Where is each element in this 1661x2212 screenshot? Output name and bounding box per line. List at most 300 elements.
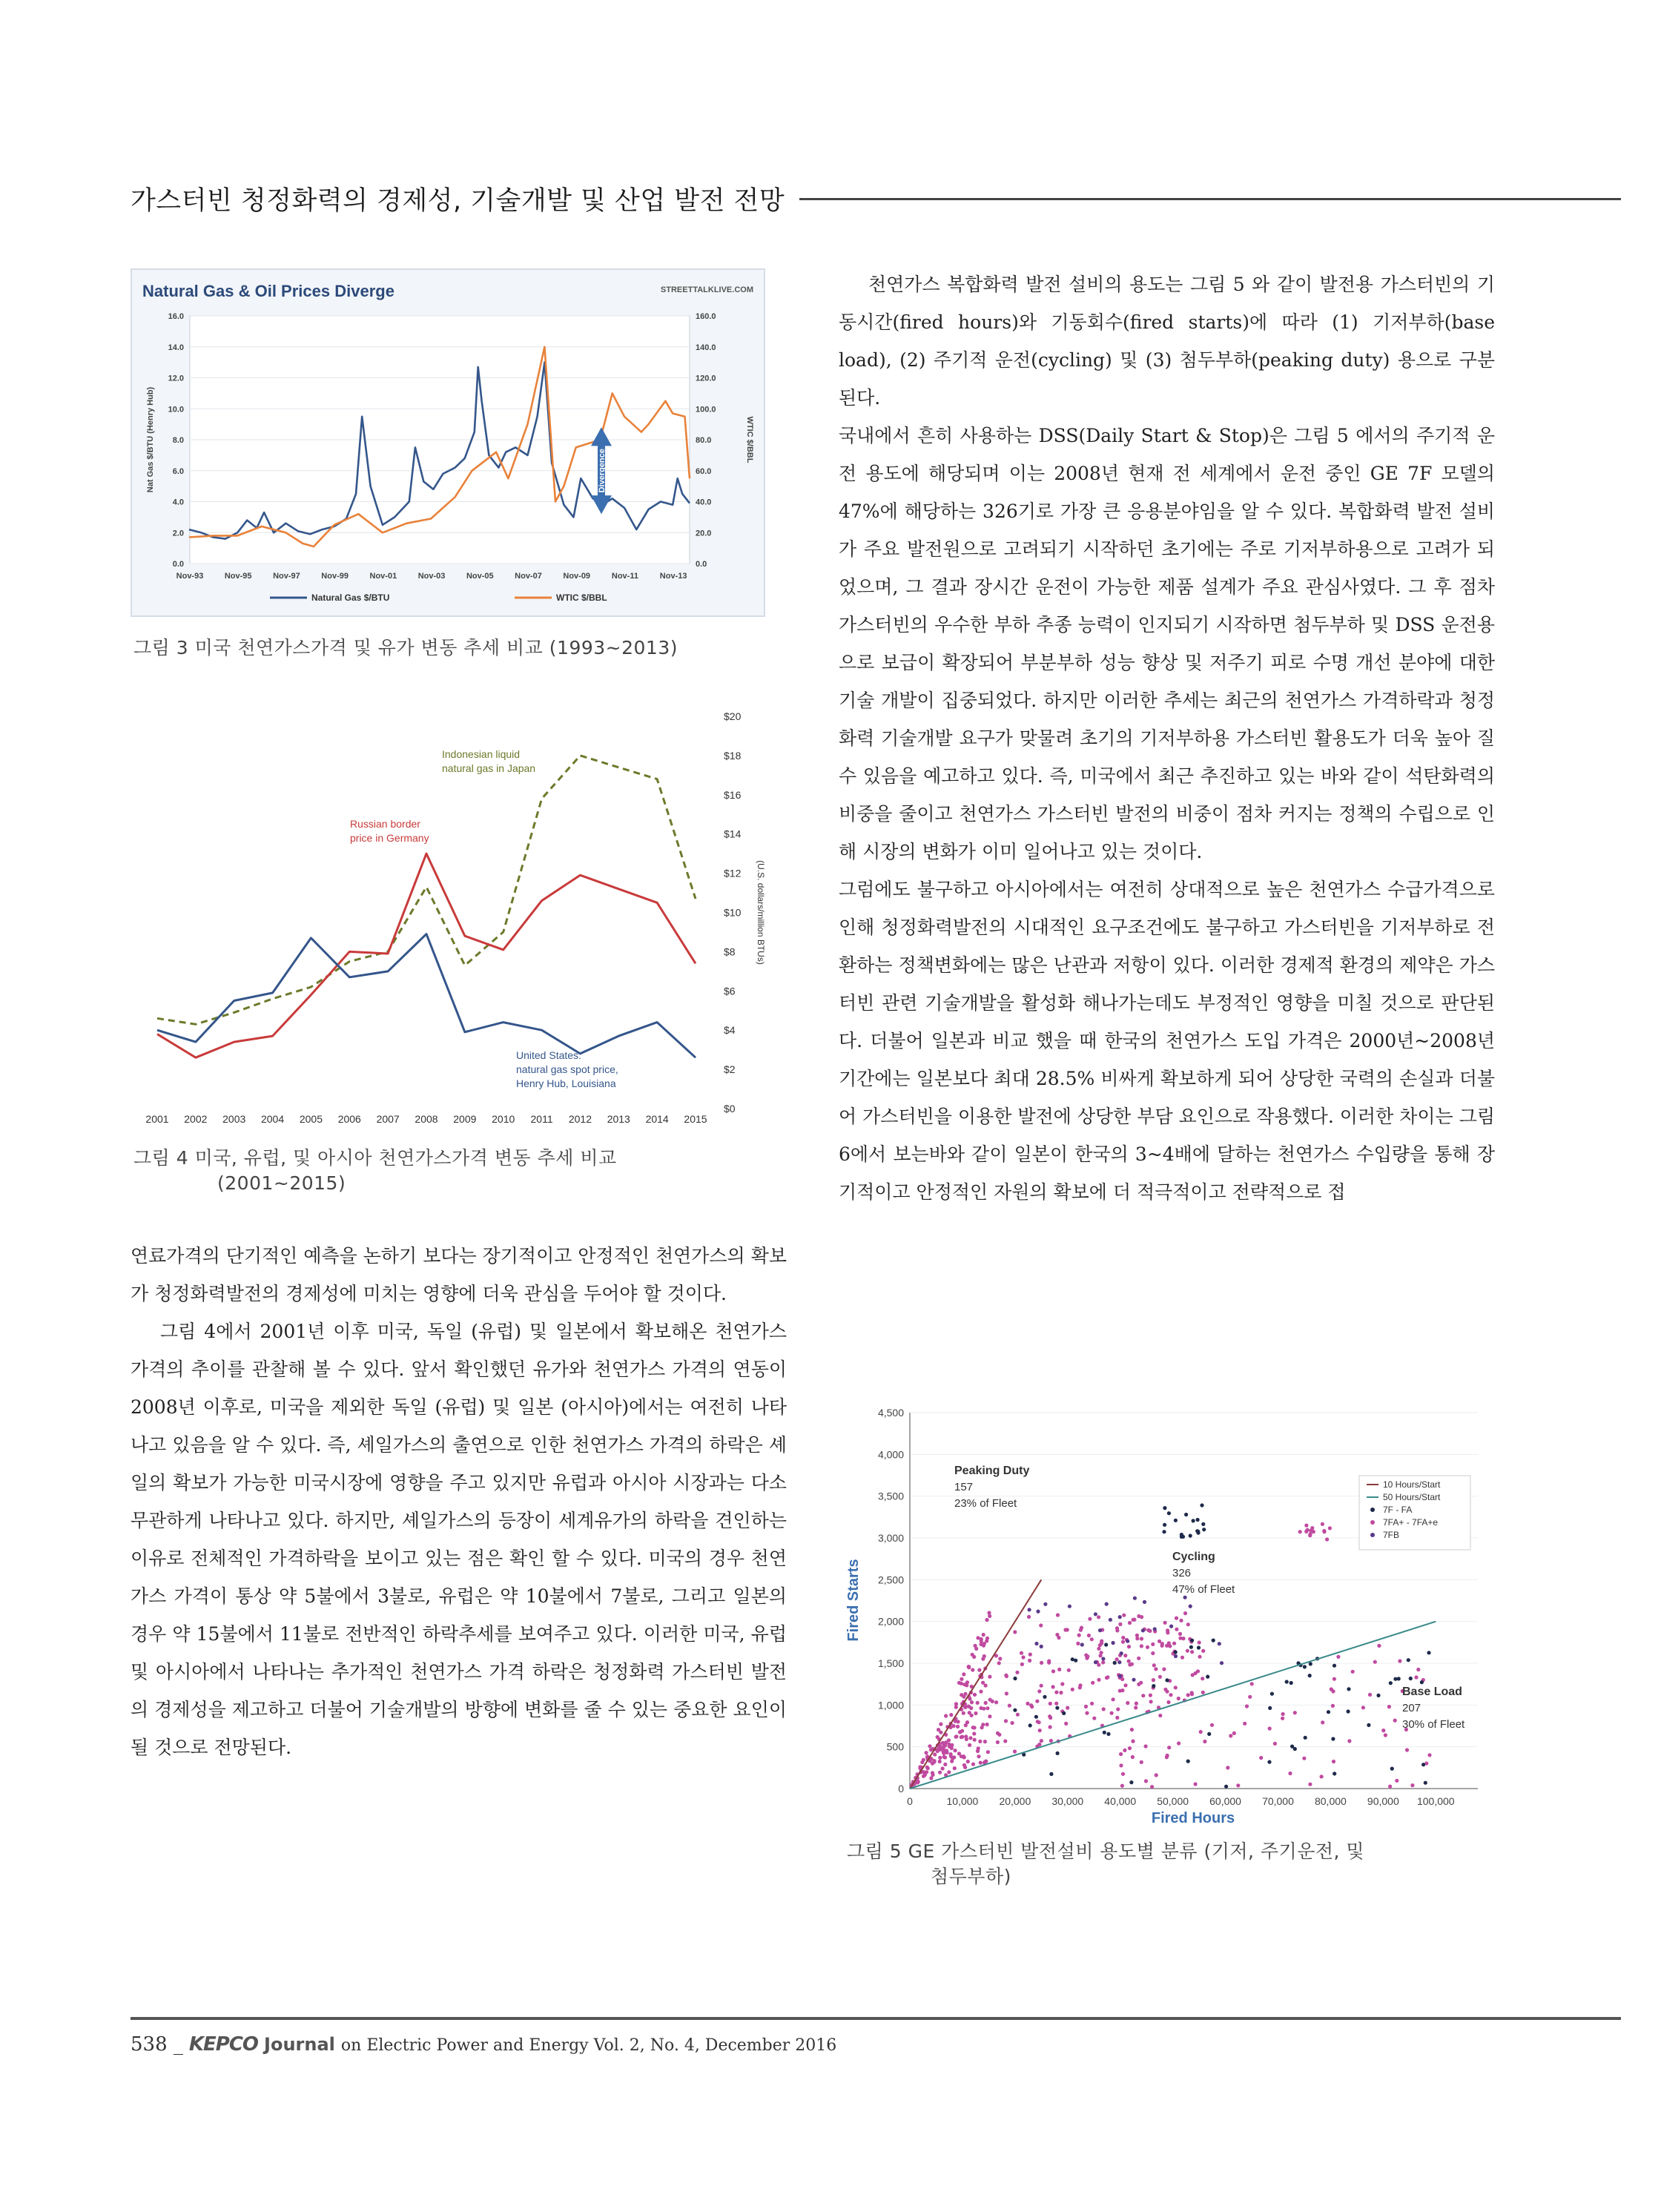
x-tick: 2007 (376, 1113, 400, 1125)
scatter-point (1049, 1739, 1053, 1743)
scatter-point (1304, 1736, 1307, 1740)
legend-label: Natural Gas $/BTU (311, 592, 390, 603)
scatter-point (1149, 1700, 1153, 1703)
x-tick: 60,000 (1209, 1795, 1241, 1807)
scatter-point (1123, 1749, 1126, 1752)
scatter-point (1117, 1660, 1121, 1664)
scatter-point (1074, 1659, 1077, 1663)
scatter-point (1051, 1669, 1055, 1673)
group-title: Base Load (1402, 1686, 1462, 1698)
x-tick: Nov-01 (369, 572, 397, 581)
scatter-point (1312, 1530, 1315, 1533)
scatter-point (1186, 1760, 1190, 1763)
scatter-point (1229, 1734, 1232, 1737)
scatter-point (1094, 1612, 1097, 1616)
scatter-point (1043, 1695, 1046, 1699)
x-tick: Nov-09 (563, 572, 591, 581)
scatter-point (1132, 1618, 1135, 1622)
scatter-point (1405, 1748, 1409, 1752)
scatter-point (1026, 1702, 1029, 1706)
y-tick-left: 8.0 (172, 436, 184, 445)
scatter-point (1174, 1519, 1178, 1522)
scatter-point (968, 1711, 971, 1714)
x-tick: 2009 (453, 1113, 477, 1125)
scatter-point (1057, 1668, 1061, 1671)
scatter-point (1120, 1784, 1124, 1788)
scatter-point (1330, 1687, 1333, 1691)
scatter-point (1130, 1728, 1134, 1731)
scatter-point (1098, 1628, 1102, 1632)
x-tick: 2013 (607, 1113, 630, 1125)
scatter-point (1064, 1722, 1068, 1726)
scatter-point (1163, 1621, 1167, 1625)
scatter-point (1101, 1657, 1105, 1660)
scatter-point (1115, 1657, 1119, 1661)
x-tick: 2004 (260, 1113, 285, 1125)
scatter-point (1092, 1717, 1096, 1720)
paragraph: 연료가격의 단기적인 예측을 논하기 보다는 장기적이고 안정적인 천연가스의 확보가 청정화력발전의 경제성에 미치는 영향에 더욱 관심을 두어야 할 것이다. (131, 1245, 787, 1304)
x-tick: 2014 (645, 1113, 669, 1125)
scatter-point (1184, 1513, 1188, 1516)
scatter-point (1393, 1719, 1397, 1723)
scatter-point (1141, 1694, 1145, 1697)
scatter-point (943, 1763, 947, 1766)
scatter-point (970, 1700, 974, 1704)
legend-label: 7FA+ - 7FA+e (1383, 1517, 1439, 1528)
scatter-point (994, 1700, 998, 1704)
scatter-point (1137, 1683, 1140, 1686)
scatter-point (1200, 1503, 1203, 1507)
y-tick: 1,500 (877, 1657, 904, 1669)
scatter-point (1079, 1628, 1083, 1632)
scatter-point (1141, 1628, 1145, 1632)
paragraph: 그럼에도 불구하고 아시아에서는 여전히 상대적으로 높은 천연가스 수급가격으로 인해 청정화력발전의 시대적인 요구조건에도 불구하고 가스터빈을 기저부하로 전환하는 정책변화에는 많은 난관과 저항이 있다. 이러한 경제적 환경의 제약은 가스터빈 관련 기술개발을 활성화 해나가는데도 부정적인 영향을 미칠 것으로 판단된다. 더불어 일본과 비교 했을 때 한국의 천연가스 도입 가격은 2000년~2008년 기간에는 일본보다 최대 28.5% 비싸게 확보하게 되어 상당한 국력의 손실과 더불어 가스터빈을 이용한 발전에 상당한 부담 요인으로 작용했다. 이러한 차이는 그림 6에서 보는바와 같이 일본이 한국의 3~4배에 달하는 천연가스 수입량을 통해 장기적이고 안정적인 자원의 확보에 더 적극적이고 전략적으로 접 (839, 879, 1495, 1203)
series-label: natural gas in Japan (442, 762, 536, 774)
scatter-point (971, 1668, 974, 1671)
scatter-point (938, 1756, 942, 1760)
figure-4-caption (133, 1146, 786, 1196)
scatter-point (976, 1749, 980, 1753)
scatter-point (1186, 1622, 1190, 1626)
scatter-point (1169, 1625, 1173, 1628)
scatter-point (1015, 1671, 1019, 1674)
scatter-point (1135, 1634, 1139, 1637)
scatter-point (1377, 1644, 1381, 1648)
y-tick-left: 6.0 (172, 466, 184, 476)
scatter-point (1035, 1700, 1039, 1703)
scatter-point (960, 1677, 963, 1681)
scatter-point (1268, 1706, 1272, 1710)
scatter-point (1165, 1644, 1169, 1648)
group-count: 207 (1402, 1702, 1421, 1714)
scatter-point (1347, 1739, 1351, 1743)
x-tick: 2011 (530, 1113, 553, 1125)
y-tick: $10 (724, 906, 742, 919)
scatter-point (1133, 1597, 1137, 1600)
scatter-point (1347, 1687, 1350, 1691)
y-tick: $6 (724, 985, 736, 997)
scatter-point (1027, 1615, 1031, 1619)
scatter-point (962, 1754, 965, 1758)
scatter-point (968, 1697, 971, 1700)
scatter-point (1127, 1645, 1131, 1648)
scatter-point (1321, 1522, 1324, 1526)
scatter-point (939, 1723, 942, 1726)
scatter-point (1137, 1657, 1140, 1660)
scatter-point (1189, 1645, 1193, 1649)
scatter-point (1003, 1739, 1007, 1743)
scatter-point (944, 1714, 948, 1717)
scatter-point (1206, 1675, 1209, 1679)
x-tick: 2010 (492, 1113, 515, 1125)
scatter-point (942, 1744, 946, 1748)
scatter-point (1243, 1722, 1246, 1726)
scatter-point (1038, 1729, 1042, 1732)
scatter-point (977, 1668, 981, 1672)
y-tick-left: 12.0 (168, 374, 184, 383)
y-tick-right: 160.0 (696, 312, 716, 321)
scatter-point (1120, 1651, 1123, 1655)
x-tick: 0 (907, 1795, 913, 1807)
scatter-point (1105, 1676, 1109, 1680)
scatter-point (988, 1614, 991, 1618)
scatter-point (1163, 1523, 1166, 1527)
scatter-point (1055, 1633, 1059, 1637)
scatter-point (1011, 1721, 1014, 1725)
scatter-point (1154, 1667, 1158, 1671)
scatter-point (1407, 1658, 1410, 1662)
scatter-point (938, 1771, 942, 1774)
scatter-point (947, 1770, 951, 1774)
scatter-point (1373, 1660, 1377, 1664)
scatter-point (1153, 1627, 1157, 1631)
scatter-point (1013, 1677, 1017, 1680)
scatter-point (1004, 1719, 1008, 1723)
scatter-point (962, 1763, 966, 1767)
x-tick: 30,000 (1051, 1795, 1084, 1807)
scatter-point (1040, 1645, 1043, 1648)
footer-rule (131, 2017, 1621, 2020)
scatter-point (967, 1665, 971, 1668)
scatter-point (1179, 1619, 1183, 1622)
scatter-point (1084, 1705, 1088, 1708)
scatter-point (1146, 1645, 1149, 1649)
x-tick: 10,000 (946, 1795, 979, 1807)
scatter-point (1367, 1723, 1370, 1727)
scatter-point (1351, 1670, 1355, 1674)
scatter-point (1060, 1682, 1064, 1686)
scatter-point (1181, 1637, 1185, 1640)
scatter-point (1085, 1711, 1089, 1715)
scatter-point (960, 1693, 963, 1697)
x-tick: 40,000 (1104, 1795, 1137, 1807)
scatter-point (978, 1740, 982, 1743)
scatter-point (971, 1653, 974, 1657)
scatter-point (998, 1657, 1002, 1660)
scatter-point (956, 1725, 960, 1729)
scatter-point (1034, 1642, 1038, 1645)
paragraph: 국내에서 흔히 사용하는 DSS(Daily Start & Stop)은 그림 5 에서의 주기적 운전 용도에 해당되며 이는 2008년 현재 전 세계에서 운전 중인 GE 7F 모델의 47%에 해당하는 326기로 가장 큰 응용분야임을 알 수 있다. 복합화력 발전 설비가 주요 발전원으로 고려되기 시작하던 초기에는 주로 기저부하용으로 고려가 되었으며, 그 결과 장시간 운전이 가능한 제품 설계가 주요 관심사였다. 그 후 점차 가스터빈의 우수한 부하 추종 능력이 인지되기 시작하면 첨두부하 및 DSS 운전용으로 보급이 확장되어 부분부하 성능 향상 및 저주기 피로 수명 개선 분야에 대한 기술 개발이 집중되었다. 하지만 이러한 추세는 최근의 천연가스 가격하락과 청정화력 기술개발 요구가 맞물려 초기의 기저부하용 가스터빈 활용도가 더욱 높아 질 수 있음을 예고하고 있다. 즉, 미국에서 최근 추진하고 있는 바와 같이 석탄화력의 비중을 줄이고 천연가스 가스터빈 발전의 비중이 점차 커지는 정책의 수립으로 인해 시장의 변화가 이미 일어나고 있는 것이다. (839, 425, 1495, 862)
scatter-point (1130, 1663, 1134, 1666)
scatter-point (1427, 1651, 1430, 1654)
scatter-point (1028, 1659, 1031, 1663)
scatter-point (1183, 1596, 1187, 1599)
group-share: 47% of Fleet (1172, 1583, 1235, 1596)
scatter-point (1118, 1622, 1122, 1626)
y-tick: 2,000 (877, 1615, 904, 1628)
scatter-point (1020, 1651, 1023, 1655)
scatter-point (1132, 1678, 1135, 1682)
scatter-point (996, 1731, 1000, 1735)
scatter-point (1036, 1610, 1040, 1614)
series-label: Henry Hub, Louisiana (516, 1077, 616, 1089)
page-number: 538 _ (131, 2033, 183, 2056)
scatter-point (926, 1766, 930, 1770)
scatter-point (1126, 1701, 1129, 1705)
scatter-point (1194, 1782, 1198, 1786)
scatter-point (980, 1726, 984, 1729)
scatter-point (1126, 1640, 1129, 1643)
scatter-point (1322, 1529, 1326, 1533)
scatter-point (1397, 1677, 1401, 1680)
scatter-point (941, 1766, 945, 1770)
scatter-point (1308, 1674, 1312, 1677)
scatter-point (1090, 1637, 1094, 1641)
scatter-point (1232, 1731, 1236, 1735)
series-label: Indonesian liquid (442, 748, 521, 760)
legend-label: 50 Hours/Start (1383, 1492, 1441, 1502)
scatter-point (1056, 1613, 1060, 1617)
scatter-point (1267, 1760, 1271, 1764)
scatter-point (1325, 1537, 1329, 1541)
scatter-point (1361, 1706, 1365, 1709)
group-count: 157 (954, 1481, 974, 1493)
scatter-point (1201, 1691, 1205, 1694)
scatter-point (1049, 1702, 1052, 1706)
scatter-point (1098, 1643, 1102, 1647)
scatter-point (1169, 1693, 1172, 1697)
scatter-point (1158, 1675, 1162, 1679)
scatter-point (1078, 1683, 1082, 1687)
scatter-point (1067, 1668, 1071, 1672)
scatter-point (1040, 1684, 1043, 1688)
scatter-point (1049, 1772, 1053, 1776)
scatter-point (1177, 1697, 1180, 1700)
scatter-point (1048, 1714, 1051, 1718)
x-tick: Nov-13 (659, 572, 687, 581)
scatter-point (1123, 1683, 1127, 1687)
y-tick: $16 (724, 788, 742, 801)
scatter-point (1110, 1711, 1114, 1715)
scatter-point (937, 1728, 940, 1731)
scatter-point (1333, 1677, 1336, 1681)
scatter-point (1285, 1680, 1289, 1683)
scatter-point (953, 1766, 957, 1770)
scatter-point (1028, 1653, 1032, 1657)
scatter-point (1137, 1614, 1140, 1618)
scatter-point (1302, 1757, 1306, 1760)
y-tick: $18 (724, 749, 742, 762)
scatter-point (1109, 1618, 1112, 1622)
scatter-point (962, 1711, 965, 1715)
scatter-point (1128, 1621, 1132, 1625)
scatter-point (951, 1757, 954, 1760)
left-column-text (131, 1237, 787, 1766)
scatter-point (1333, 1772, 1336, 1775)
scatter-point (1273, 1742, 1277, 1746)
y-tick-left: 16.0 (168, 312, 184, 321)
scatter-point (1100, 1640, 1103, 1643)
scatter-point (1129, 1780, 1133, 1784)
scatter-point (1332, 1760, 1335, 1763)
scatter-point (971, 1726, 975, 1729)
scatter-point (1198, 1640, 1201, 1644)
scatter-point (968, 1736, 972, 1740)
x-tick: Nov-05 (466, 572, 494, 581)
scatter-point (1207, 1732, 1211, 1736)
scatter-point (997, 1661, 1001, 1665)
x-tick: 2005 (299, 1113, 323, 1125)
scatter-point (1020, 1663, 1024, 1666)
scatter-point (1144, 1779, 1148, 1783)
scatter-point (1028, 1608, 1031, 1611)
scatter-point (973, 1693, 977, 1697)
scatter-point (1218, 1642, 1221, 1645)
y-tick-left: 4.0 (172, 498, 184, 507)
scatter-point (1421, 1763, 1425, 1766)
series-label: natural gas spot price, (516, 1063, 618, 1075)
scatter-point (964, 1734, 968, 1738)
scatter-point (1087, 1634, 1091, 1637)
scatter-point (925, 1751, 928, 1754)
scatter-point (1088, 1617, 1092, 1621)
scatter-point (1144, 1744, 1148, 1748)
scatter-point (988, 1675, 991, 1679)
scatter-point (1327, 1710, 1330, 1714)
figure-4-caption-line1: 그림 4 미국, 유럽, 및 아시아 천연가스가격 변동 추세 비교 (133, 1147, 617, 1169)
scatter-point (933, 1752, 937, 1756)
scatter-point (1112, 1697, 1115, 1701)
scatter-point (969, 1706, 973, 1710)
journal-label: Journal (264, 2034, 335, 2055)
y-tick-right: 100.0 (696, 405, 716, 415)
figure-3-chart (132, 270, 764, 615)
scatter-point (1008, 1704, 1011, 1708)
scatter-point (984, 1683, 988, 1687)
scatter-point (1152, 1663, 1156, 1667)
scatter-point (1180, 1656, 1184, 1660)
y-axis-label-left: Nat Gas $/BTU (Henry Hub) (146, 386, 155, 493)
scatter-point (1203, 1740, 1206, 1743)
scatter-point (954, 1735, 958, 1739)
scatter-point (1097, 1615, 1100, 1619)
scatter-point (1250, 1682, 1254, 1686)
scatter-point (1155, 1773, 1158, 1777)
scatter-point (1331, 1704, 1335, 1708)
figure-3-caption: 그림 3 미국 천연가스가격 및 유가 변동 추세 비교 (1993~2013) (133, 637, 678, 658)
scatter-point (973, 1738, 977, 1742)
scatter-point (1389, 1681, 1393, 1685)
scatter-point (977, 1754, 980, 1758)
scatter-point (1376, 1694, 1380, 1697)
scatter-point (1177, 1741, 1180, 1745)
scatter-point (1166, 1754, 1169, 1757)
scatter-point (1201, 1677, 1204, 1680)
header-rule (799, 198, 1621, 200)
scatter-point (1166, 1628, 1169, 1632)
scatter-point (1071, 1688, 1074, 1691)
scatter-point (1152, 1684, 1155, 1688)
y-tick-left: 14.0 (168, 343, 184, 352)
y-tick: 0 (898, 1783, 904, 1795)
scatter-point (1119, 1752, 1123, 1756)
scatter-point (1268, 1726, 1272, 1730)
scatter-point (1013, 1630, 1017, 1634)
scatter-point (1086, 1655, 1089, 1659)
scatter-point (985, 1639, 988, 1643)
x-tick: Nov-99 (321, 572, 349, 581)
scatter-point (1120, 1677, 1124, 1681)
scatter-point (1140, 1760, 1143, 1764)
paragraph: 그림 4에서 2001년 이후 미국, 독일 (유럽) 및 일본에서 확보해온 천연가스 가격의 추이를 관찰해 볼 수 있다. 앞서 확인했던 유가와 천연가스 가격의 연동이 2008년 이후로, 미국을 제외한 독일 (유럽) 및 일본 (아시아)에서는 여전히 나타나고 있음을 알 수 있다. 즉, 셰일가스의 출연으로 인한 천연가스 가격의 하락은 셰일의 확보가 가능한 미국시장에 영향을 주고 있지만 유럽과 아시아 시장과는 다소 무관하게 나타나고 있다. 하지만, 셰일가스의 등장이 세계유가의 하락을 견인하는 이유로 전체적인 가격하락을 보이고 있는 점은 확인 할 수 있다. 미국의 경우 천연가스 가격이 통상 약 5불에서 3불로, 유럽은 약 10불에서 7불로, 그리고 일본의 경우 약 15불에서 11불로 전반적인 하락추세를 보여주고 있다. 이러한 미국, 유럽 및 아시아에서 나타나는 추가적인 천연가스 가격 하락은 청정화력 가스터빈 발전의 경제성을 제고하고 더불어 기술개발의 방향에 변화를 줄 수 있는 중요한 요인이 될 것으로 전망된다. (131, 1321, 787, 1758)
scatter-point (1121, 1772, 1125, 1776)
series-us-henry-hub (157, 934, 696, 1058)
scatter-point (1122, 1614, 1126, 1617)
scatter-point (1236, 1783, 1240, 1787)
scatter-point (1013, 1708, 1017, 1712)
scatter-point (1248, 1695, 1252, 1699)
scatter-point (1134, 1706, 1137, 1709)
legend-swatch (1370, 1520, 1375, 1525)
scatter-point (1148, 1629, 1152, 1633)
scatter-point (1039, 1623, 1043, 1627)
y-tick: 1,000 (877, 1699, 904, 1711)
scatter-point (1118, 1615, 1122, 1619)
x-tick: 90,000 (1367, 1795, 1399, 1807)
x-tick: 2006 (337, 1113, 361, 1125)
y-tick: $14 (724, 828, 742, 840)
y-tick: 4,000 (877, 1448, 904, 1461)
scatter-point (976, 1636, 980, 1640)
scatter-point (1121, 1640, 1125, 1644)
y-tick-right: 140.0 (696, 343, 716, 352)
scatter-point (1127, 1660, 1131, 1663)
scatter-point (1034, 1715, 1038, 1719)
scatter-point (966, 1760, 970, 1763)
scatter-point (1158, 1714, 1162, 1717)
legend-label: 10 Hours/Start (1383, 1479, 1441, 1490)
scatter-point (1212, 1639, 1215, 1643)
scatter-point (1424, 1781, 1427, 1785)
scatter-point (1410, 1783, 1414, 1787)
scatter-point (1196, 1518, 1200, 1522)
group-count: 326 (1172, 1567, 1192, 1579)
scatter-point (1116, 1707, 1120, 1711)
scatter-point (1398, 1659, 1401, 1663)
scatter-point (922, 1758, 925, 1762)
series-label: United States: (516, 1049, 581, 1061)
scatter-point (1416, 1668, 1420, 1671)
y-axis-label: Fired Starts (845, 1559, 862, 1642)
scatter-point (968, 1743, 971, 1747)
legend-label: WTIC $/BBL (556, 592, 607, 603)
scatter-point (1199, 1730, 1203, 1734)
scatter-point (965, 1680, 969, 1684)
scatter-point (1201, 1522, 1205, 1526)
figure-5-chart (839, 1394, 1499, 1828)
scatter-point (1381, 1729, 1385, 1732)
scatter-point (987, 1611, 991, 1614)
